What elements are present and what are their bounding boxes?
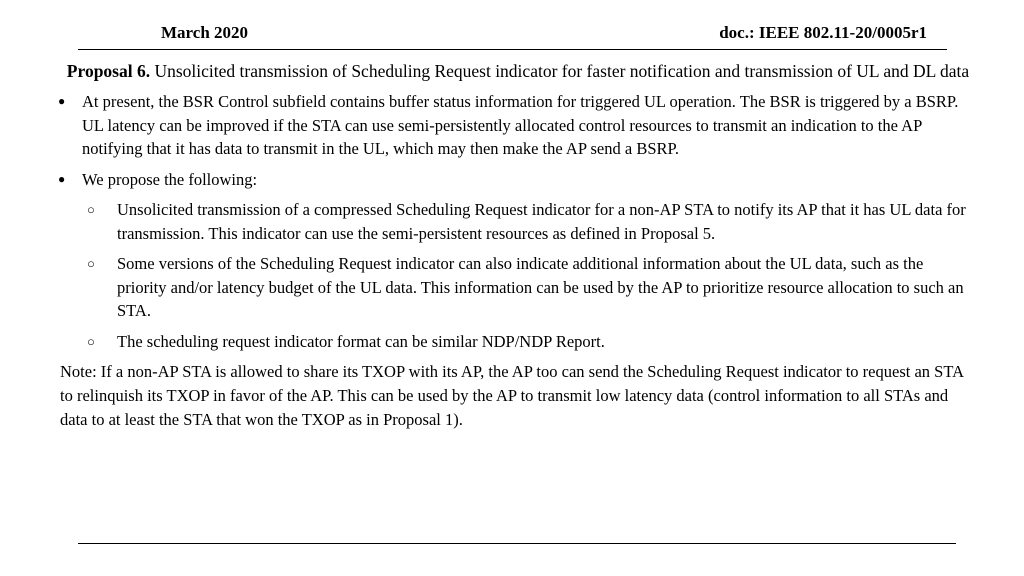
sub-bullet-text: Some versions of the Scheduling Request indicator can also indicate additional information about the UL data, such as the priority and/or latency budget of the UL data. This information can be used by the AP to prioritize resource allocation to such an STA. xyxy=(117,254,964,320)
footer-rule xyxy=(78,543,956,544)
slide-content xyxy=(48,59,988,432)
bullet-dot-icon: ● xyxy=(58,171,66,186)
proposal-label: Proposal 6. xyxy=(66,61,151,81)
bullet-text: At present, the BSR Control subfield contains buffer status information for triggered UL operation. The BSR is triggered by a BSRP. UL latency can be improved if the STA can use semi-persistently allocated control resources to transmit an indication to the AP notifying that it has data to transmit in the UL, which may then make the AP send a BSRP. xyxy=(82,92,959,158)
header-rule xyxy=(78,49,947,50)
bullet-item xyxy=(48,168,975,192)
header-doc-id: doc.: IEEE 802.11-20/0005r1 xyxy=(719,23,927,42)
sub-bullet-circle-icon: ○ xyxy=(87,256,95,271)
proposal-title xyxy=(48,59,988,84)
header-date: March 2020 xyxy=(161,23,249,42)
note-paragraph: Note: If a non-AP STA is allowed to share its TXOP with its AP, the AP too can send the Scheduling Request indicator to request an STA to relinquish its TXOP in favor of the AP. This can be used by the AP to transmit low latency data (control information to all STAs and data to at least the STA that won the TXOP as in Proposal 1). xyxy=(60,362,964,429)
sub-bullet-text: Unsolicited transmission of a compressed Scheduling Request indicator for a non-AP STA to notify its AP that it has UL data for transmission. This indicator can use the semi-persistent resources as defined in Proposal 5. xyxy=(117,200,966,243)
bullet-dot-icon: ● xyxy=(58,94,66,108)
sub-bullet-item xyxy=(48,330,975,354)
sub-bullet-item xyxy=(48,252,975,323)
bullet-text: We propose the following: xyxy=(82,169,258,189)
bullet-item xyxy=(48,90,975,161)
sub-bullet-item xyxy=(48,198,975,245)
sub-bullet-circle-icon: ○ xyxy=(87,202,95,217)
proposal-title-text: Unsolicited transmission of Scheduling Request indicator for faster notification and transmission of UL and DL data xyxy=(150,61,970,81)
sub-bullet-circle-icon: ○ xyxy=(87,333,95,349)
sub-bullet-text: The scheduling request indicator format can be similar NDP/NDP Report. xyxy=(117,331,605,351)
